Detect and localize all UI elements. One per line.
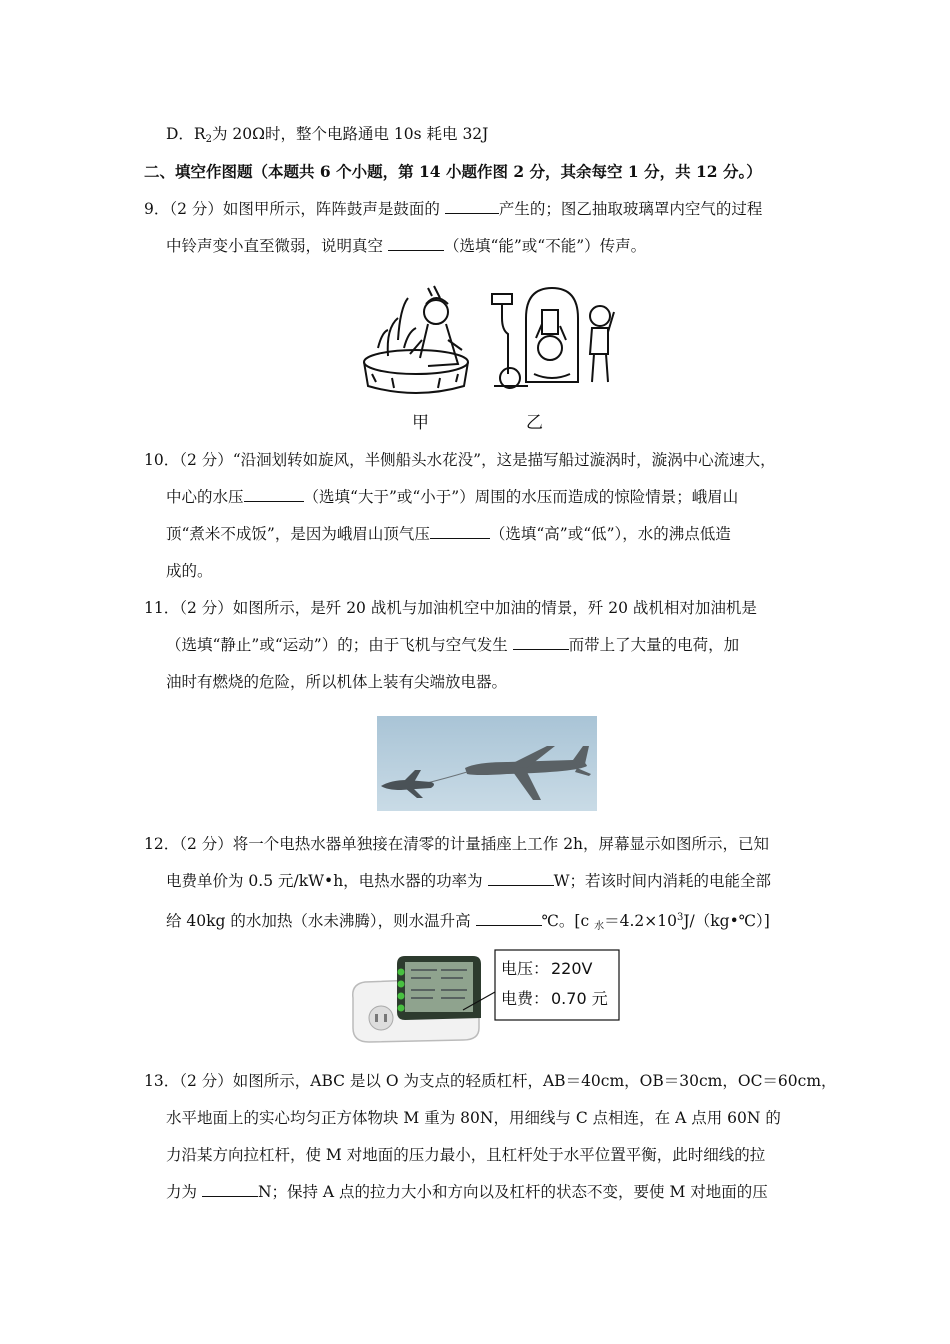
q12-superscript: 3: [676, 912, 684, 923]
answer-blank[interactable]: [430, 524, 490, 539]
q12-text: J/（kg•℃）]: [683, 912, 770, 930]
option-d-prefix: D．R: [166, 125, 206, 143]
answer-blank[interactable]: [476, 911, 542, 926]
q9-text: 中铃声变小直至微弱，说明真空: [166, 237, 388, 255]
fee-value: 0.70 元: [551, 989, 608, 1008]
q11-text: （选填“静止”或“运动”）的；由于飞机与空气发生: [166, 636, 513, 654]
q12-line1: 12．（2 分）将一个电热水器单独接在清零的计量插座上工作 2h，屏幕显示如图所示，已知: [144, 835, 770, 853]
q10-text: 中心的水压: [166, 488, 244, 506]
answer-blank[interactable]: [202, 1182, 258, 1197]
q10-line1: 10．（2 分）“沿洄划转如旋风，半侧船头水花没”，这是描写船过漩涡时，漩涡中心流速大，: [144, 451, 776, 469]
option-d-subscript: 2: [205, 134, 212, 145]
q11-text: 而带上了大量的电荷，加: [568, 636, 740, 654]
q10-line4: 成的。: [166, 562, 213, 580]
answer-blank[interactable]: [445, 199, 499, 214]
q13-line1: 13．（2 分）如图所示，ABC 是以 O 为支点的轻质杠杆，AB＝40cm，OB＝30cm，OC＝60cm，: [144, 1072, 837, 1090]
q12-text: 给 40kg 的水加热（水未沸腾），则水温升高: [166, 912, 476, 930]
q10-line3: [166, 524, 731, 544]
q12-text: 电费单价为 0.5 元/kW•h，电热水器的功率为: [166, 872, 488, 890]
voltage-label: 电压：: [501, 959, 550, 978]
drum-drawing: [364, 286, 468, 393]
q12-subscript: 水: [594, 921, 605, 932]
refueling-photo: [377, 716, 597, 811]
section-title: 二、填空作图题（本题共 6 个小题，第 14 小题作图 2 分，其余每空 1 分，共 12 分。）: [144, 162, 762, 181]
q12-line2: [166, 871, 771, 891]
figure-caption-left: 甲: [412, 413, 429, 433]
q11-line3: 油时有燃烧的危险，所以机体上装有尖端放电器。: [166, 673, 508, 691]
q9-line1: [144, 199, 762, 219]
answer-blank[interactable]: [388, 236, 444, 251]
q9-text: 9．（2 分）如图甲所示，阵阵鼓声是鼓面的: [144, 200, 445, 218]
answer-blank[interactable]: [488, 871, 554, 886]
q13-text: N；保持 A 点的拉力大小和方向以及杠杆的状态不变，要使 M 对地面的压: [257, 1183, 768, 1201]
q12-text: W；若该时间内消耗的电能全部: [553, 872, 772, 890]
q9-text: （选填“能”或“不能”）传声。: [443, 237, 647, 255]
answer-blank[interactable]: [244, 487, 304, 502]
q10-line2: [166, 487, 738, 507]
q12-text: ＝4.2×10: [604, 912, 677, 930]
bell-jar-drawing: [492, 288, 614, 388]
meter-socket-figure: [345, 948, 625, 1048]
q11-line2: [166, 635, 739, 655]
q12-text: ℃。[c: [541, 912, 595, 930]
q10-text: （选填“大于”或“小于”）周围的水压而造成的惊险情景；峨眉山: [303, 488, 739, 506]
figure-caption-right: 乙: [526, 413, 543, 433]
voltage-value: 220V: [551, 959, 593, 978]
q9-text: 产生的；图乙抽取玻璃罩内空气的过程: [498, 200, 763, 218]
option-d-text: 为 20Ω时，整个电路通电 10s 耗电 32J: [211, 125, 489, 143]
socket-body: [353, 956, 495, 1042]
q10-text: （选填“高”或“低”），水的沸点低造: [489, 525, 731, 543]
q13-line4: [166, 1182, 768, 1202]
fee-label: 电费：: [501, 989, 550, 1008]
answer-blank[interactable]: [513, 635, 569, 650]
q9-figure: [358, 278, 620, 398]
q13-line3: 力沿某方向拉杠杆，使 M 对地面的压力最小，且杠杆处于水平位置平衡，此时细线的拉: [166, 1146, 766, 1164]
q12-line3: [166, 908, 770, 937]
option-d: [166, 124, 488, 150]
q13-text: 力为: [166, 1183, 202, 1201]
q11-line1: 11．（2 分）如图所示，是歼 20 战机与加油机空中加油的情景，歼 20 战机相对加油机是: [144, 599, 757, 617]
q9-line2: [166, 236, 646, 256]
q13-line2: 水平地面上的实心均匀正方体物块 M 重为 80N，用细线与 C 点相连，在 A 点用 60N 的: [166, 1109, 781, 1127]
q10-text: 顶“煮米不成饭”，是因为峨眉山顶气压: [166, 525, 430, 543]
